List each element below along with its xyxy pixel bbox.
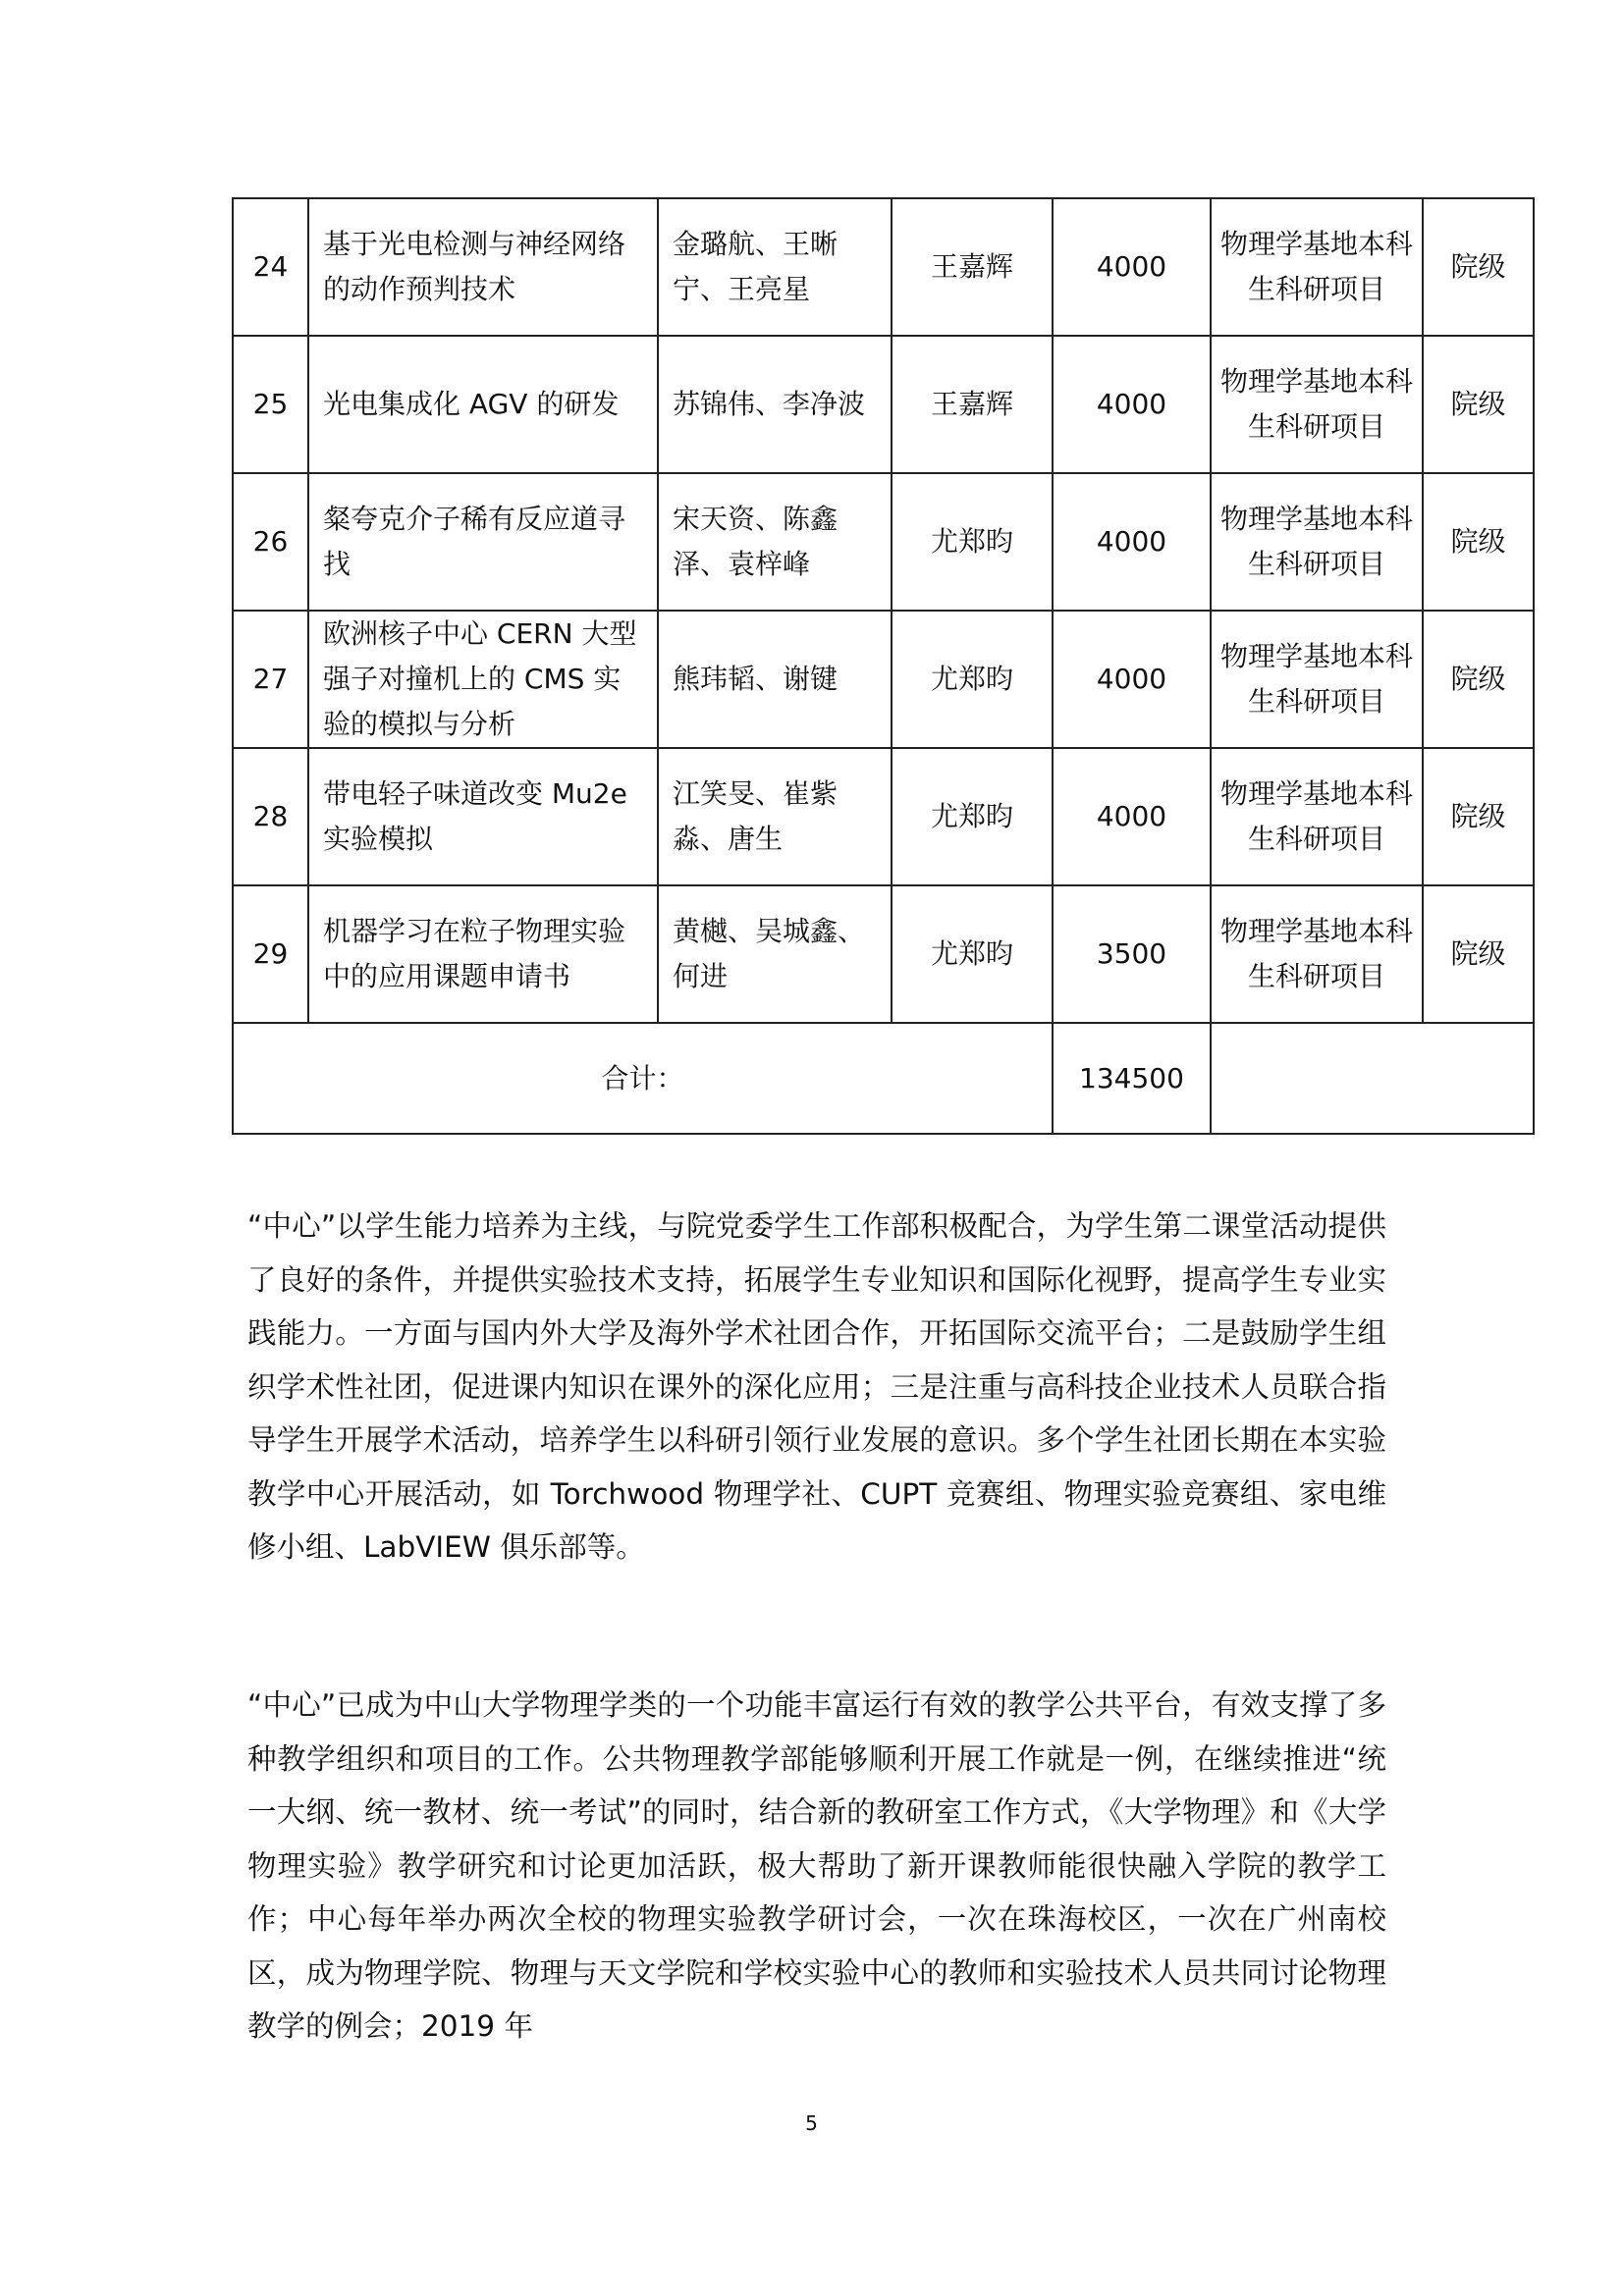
project-members: 黄樾、吴城鑫、何进 [658, 885, 892, 1023]
project-level: 院级 [1423, 473, 1534, 611]
total-row [233, 1023, 1534, 1134]
project-funding: 4000 [1053, 336, 1211, 473]
table-row [233, 198, 1534, 336]
project-members: 江笑旻、崔紫淼、唐生 [658, 748, 892, 885]
project-level: 院级 [1423, 611, 1534, 748]
project-title: 光电集成化 AGV 的研发 [308, 336, 658, 473]
project-advisor: 尤郑昀 [892, 473, 1053, 611]
table-row [233, 885, 1534, 1023]
project-advisor: 王嘉辉 [892, 198, 1053, 336]
project-level: 院级 [1423, 885, 1534, 1023]
table-row [233, 336, 1534, 473]
project-type: 物理学基地本科生科研项目 [1211, 198, 1423, 336]
project-level: 院级 [1423, 748, 1534, 885]
row-number: 26 [233, 473, 308, 611]
project-level: 院级 [1423, 198, 1534, 336]
project-type: 物理学基地本科生科研项目 [1211, 748, 1423, 885]
row-number: 28 [233, 748, 308, 885]
project-type: 物理学基地本科生科研项目 [1211, 885, 1423, 1023]
project-members: 熊玮韬、谢键 [658, 611, 892, 748]
row-number: 29 [233, 885, 308, 1023]
project-title: 机器学习在粒子物理实验中的应用课题申请书 [308, 885, 658, 1023]
project-funding: 4000 [1053, 198, 1211, 336]
total-label: 合计： [233, 1023, 1053, 1134]
project-type: 物理学基地本科生科研项目 [1211, 336, 1423, 473]
total-blank-cell [1211, 1023, 1534, 1134]
table-row [233, 611, 1534, 748]
paragraph-teaching-platform: “中心”已成为中山大学物理学类的一个功能丰富运行有效的教学公共平台，有效支撑了多种教学组织和项目的工作。公共物理教学部能够顺利开展工作就是一例，在继续推进“统一大纲、统一教材、统一考试”的同时，结合新的教研室工作方式，《大学物理》和《大学物理实验》教学研究和讨论更加活跃，极大帮助了新开课教师能很快融入学院的教学工作；中心每年举办两次全校的物理实验教学研讨会，一次在珠海校区，一次在广州南校区，成为物理学院、物理与天文学院和学校实验中心的教师和实验技术人员共同讨论物理教学的例会；2019 年 [247, 1688, 1386, 2043]
project-type: 物理学基地本科生科研项目 [1211, 611, 1423, 748]
project-type: 物理学基地本科生科研项目 [1211, 473, 1423, 611]
project-title: 粲夸克介子稀有反应道寻找 [308, 473, 658, 611]
project-advisor: 尤郑昀 [892, 748, 1053, 885]
row-number: 25 [233, 336, 308, 473]
total-value: 134500 [1053, 1023, 1211, 1134]
project-members: 金璐航、王晰宁、王亮星 [658, 198, 892, 336]
project-funding: 4000 [1053, 748, 1211, 885]
project-advisor: 王嘉辉 [892, 336, 1053, 473]
row-number: 27 [233, 611, 308, 748]
project-title: 带电轻子味道改变 Mu2e 实验模拟 [308, 748, 658, 885]
project-table [232, 197, 1535, 1135]
project-level: 院级 [1423, 336, 1534, 473]
table-row [233, 473, 1534, 611]
project-title: 欧洲核子中心 CERN 大型强子对撞机上的 CMS 实验的模拟与分析 [308, 611, 658, 748]
page-number: 5 [805, 2111, 818, 2135]
project-funding: 4000 [1053, 473, 1211, 611]
project-advisor: 尤郑昀 [892, 885, 1053, 1023]
project-members: 宋天资、陈鑫泽、袁梓峰 [658, 473, 892, 611]
project-advisor: 尤郑昀 [892, 611, 1053, 748]
paragraph-student-activities: “中心”以学生能力培养为主线，与院党委学生工作部积极配合，为学生第二课堂活动提供了良好的条件，并提供实验技术支持，拓展学生专业知识和国际化视野，提高学生专业实践能力。一方面与国内外大学及海外学术社团合作，开拓国际交流平台；二是鼓励学生组织学术性社团，促进课内知识在课外的深化应用；三是注重与高科技企业技术人员联合指导学生开展学术活动，培养学生以科研引领行业发展的意识。多个学生社团长期在本实验教学中心开展活动，如 Torchwood 物理学社、CUPT 竞赛组、物理实验竞赛组、家电维修小组、LabVIEW 俱乐部等。 [247, 1209, 1386, 1564]
row-number: 24 [233, 198, 308, 336]
project-funding: 3500 [1053, 885, 1211, 1023]
project-funding: 4000 [1053, 611, 1211, 748]
project-members: 苏锦伟、李净波 [658, 336, 892, 473]
table-row [233, 748, 1534, 885]
project-title: 基于光电检测与神经网络的动作预判技术 [308, 198, 658, 336]
